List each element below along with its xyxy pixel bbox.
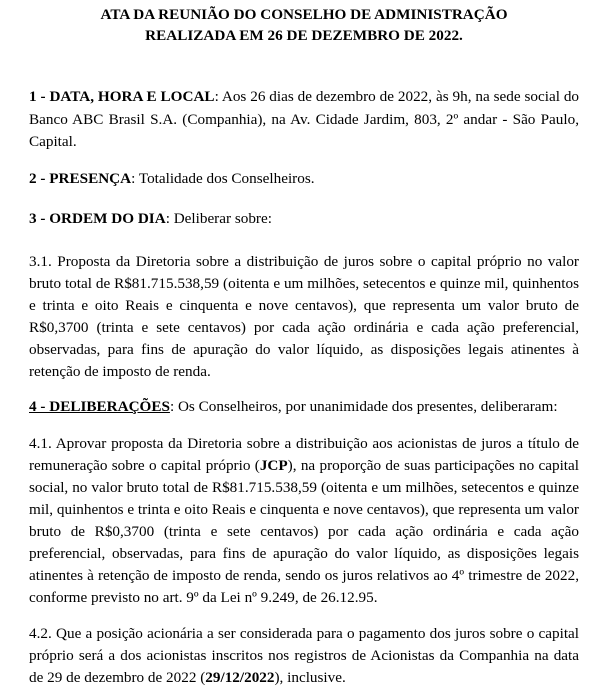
item-4-1-text-a: 4.1. Aprovar proposta da Diretoria sobre a distribuição aos acionistas de juros a título de remuneração sobre o capital próprio (: [29, 435, 579, 474]
section-4-paragraph: [29, 396, 579, 419]
item-4-2-bold: 29/12/2022: [205, 669, 275, 686]
section-3-paragraph: [29, 208, 579, 231]
item-4-2-paragraph: [29, 623, 579, 689]
item-4-2-text-a: 4.2. Que a posição acionária a ser considerada para o pagamento dos juros sobre o capital próprio será a dos acionistas inscritos nos registros de Acionistas da Companhia na data de 29 de dezembro de 2022 (: [29, 625, 579, 686]
section-3-heading: 3 - ORDEM DO DIA: [29, 210, 166, 227]
item-4-1-paragraph: [29, 433, 579, 609]
document-page: [29, 0, 580, 686]
section-4-text: : Os Conselheiros, por unanimidade dos presentes, deliberaram:: [169, 398, 558, 415]
section-2-paragraph: [29, 168, 579, 191]
section-1-heading: 1 - DATA, HORA E LOCAL: [29, 88, 215, 105]
item-4-1-bold: JCP: [259, 457, 288, 474]
section-1-paragraph: [29, 86, 579, 154]
item-4-1-text-b: ), na proporção de suas participações no capital social, no valor bruto total de R$81.715.538,59 (oitenta e um milhões, setecentos e quinze mil, quinhentos e trinta e oito Reais e cinquenta e nove centavos), que representa um valor bruto de R$0,3700 (trinta e sete centavos) por cada ação ordinária e cada ação preferencial, observadas, para fins de apuração do valor líquido, as disposições legais atinentes à retenção de imposto de renda, sendo os juros relativos ao 4º trimestre de 2022, conforme previsto no art. 9º da Lei nº 9.249, de 26.12.95.: [29, 457, 579, 606]
document-title: [29, 4, 579, 46]
section-2-text: : Totalidade dos Conselheiros.: [131, 170, 315, 187]
item-3-1-paragraph: 3.1. Proposta da Diretoria sobre a distribuição de juros sobre o capital próprio no valor bruto total de R$81.715.538,59 (oitenta e um milhões, setecentos e quinze mil, quinhentos e trinta e oito Reais e cinquenta e nove centavos), que representa um valor bruto de R$0,3700 (trinta e sete centavos) por cada ação ordinária e cada ação preferencial, observadas, para fins de apuração do valor líquido, as disposições legais atinentes à retenção de imposto de renda.: [29, 253, 579, 380]
section-2-heading: 2 - PRESENÇA: [29, 170, 132, 187]
item-4-2-text-b: ), inclusive.: [274, 669, 346, 686]
title-line-2: REALIZADA EM 26 DE DEZEMBRO DE 2022.: [145, 27, 463, 44]
section-3-text: : Deliberar sobre:: [165, 210, 272, 227]
title-line-1: ATA DA REUNIÃO DO CONSELHO DE ADMINISTRAÇÃO: [100, 6, 508, 23]
section-1-text: : Aos 26 dias de dezembro de 2022, às 9h, na sede social do Banco ABC Brasil S.A. (Companhia), na Av. Cidade Jardim, 803, 2º andar - São Paulo, Capital.: [29, 88, 580, 151]
section-4-heading: 4 - DELIBERAÇÕES: [29, 398, 170, 415]
